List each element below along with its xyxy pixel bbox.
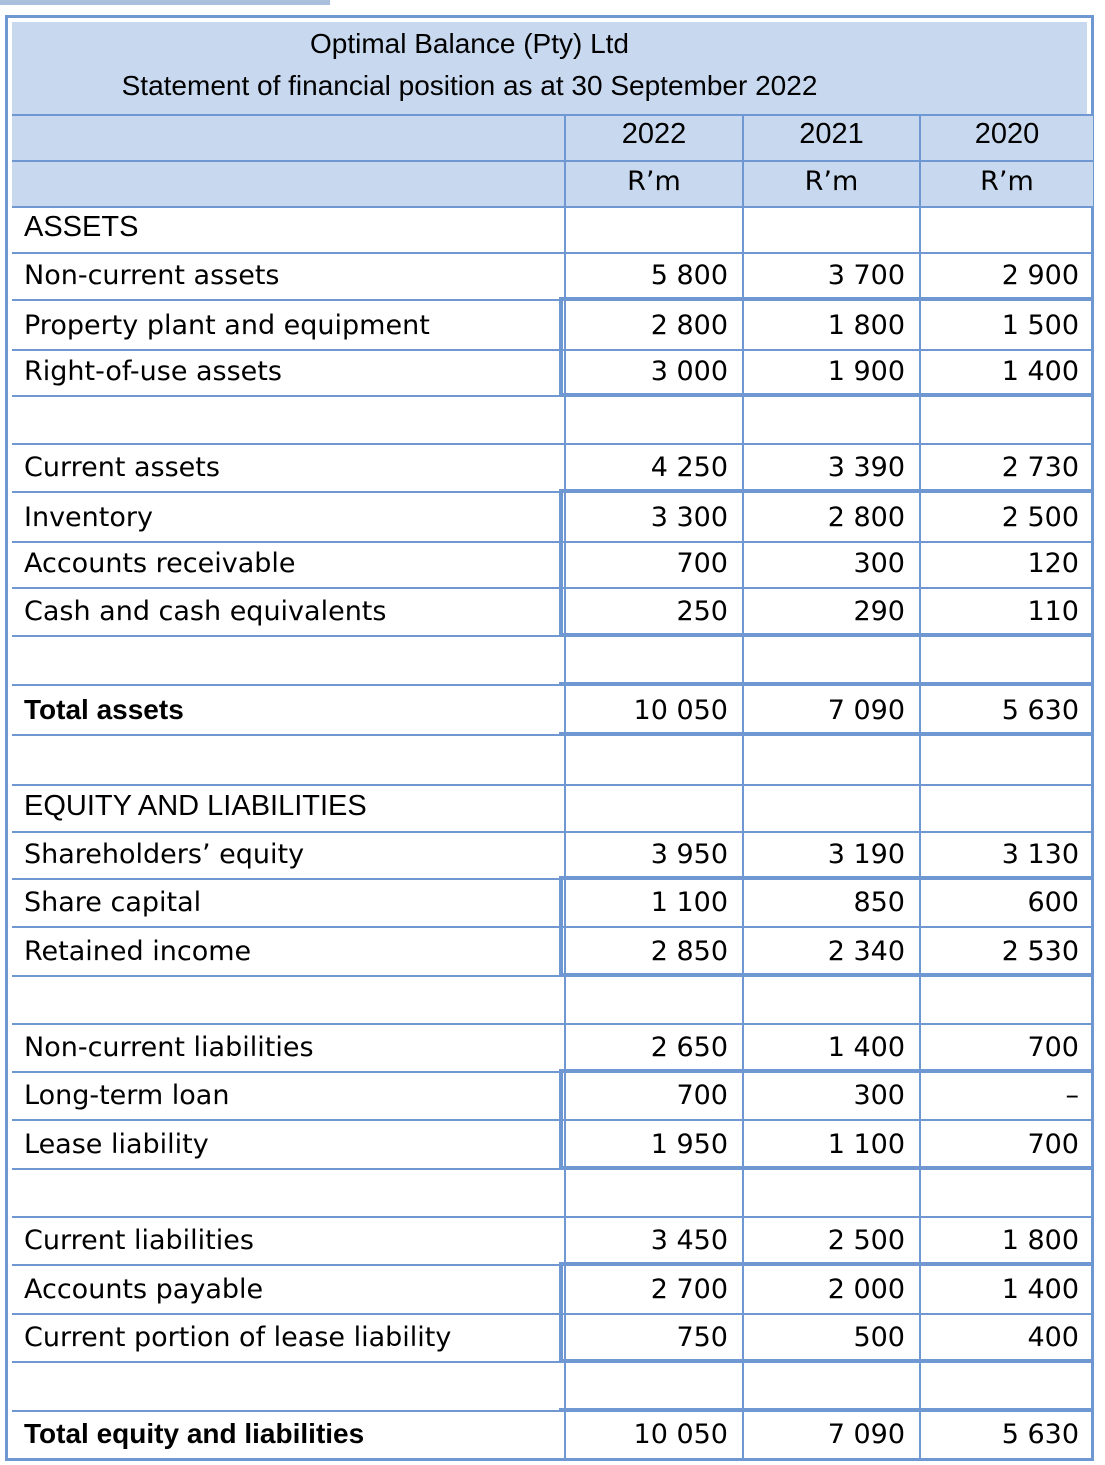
row-value: 1 950	[650, 1129, 728, 1160]
value-cell	[919, 1073, 1093, 1119]
row-label: Cash and cash equivalents	[24, 596, 387, 627]
table-row	[12, 541, 1093, 587]
year-cell	[742, 116, 919, 160]
row-label: Total equity and liabilities	[24, 1418, 365, 1449]
row-value: 250	[676, 596, 728, 627]
table-row	[12, 1313, 1093, 1361]
table-row	[12, 1361, 1093, 1410]
row-label: Non-current liabilities	[24, 1032, 314, 1063]
unit-label: R’m	[804, 166, 859, 197]
statement-title: Statement of financial position as at 30 September 2022	[121, 70, 818, 101]
table-row	[12, 491, 1093, 541]
row-label-cell	[12, 1025, 564, 1071]
row-label: Shareholders’ equity	[24, 839, 305, 870]
table-row	[12, 349, 1093, 395]
table-row	[12, 1168, 1093, 1216]
table-row	[12, 975, 1093, 1023]
value-cell	[919, 637, 1093, 684]
value-cell	[742, 1121, 919, 1168]
value-cell	[564, 786, 742, 831]
row-value: 400	[1027, 1322, 1079, 1353]
row-value: 2 800	[650, 310, 728, 341]
table-row	[12, 299, 1093, 349]
row-value: 2 500	[827, 1225, 905, 1256]
value-cell	[919, 208, 1093, 252]
value-cell	[742, 736, 919, 784]
value-cell	[919, 1363, 1093, 1410]
table-row	[12, 684, 1093, 734]
row-label-cell	[12, 880, 564, 926]
value-cell	[742, 543, 919, 587]
row-label: Long-term loan	[24, 1080, 230, 1111]
value-cell	[742, 686, 919, 734]
row-value: 7 090	[827, 695, 905, 726]
value-cell	[919, 686, 1093, 734]
row-label: EQUITY AND LIABILITIES	[24, 790, 367, 822]
row-label: Non-current assets	[24, 260, 280, 291]
row-value: 2 700	[650, 1274, 728, 1305]
value-cell	[742, 928, 919, 975]
row-value: 1 400	[827, 1032, 905, 1063]
value-cell	[919, 880, 1093, 926]
table-row	[12, 878, 1093, 926]
row-label: Current liabilities	[24, 1225, 254, 1256]
value-cell	[919, 301, 1093, 349]
value-cell	[564, 493, 742, 541]
row-value: 850	[853, 887, 905, 918]
value-cell	[742, 1315, 919, 1361]
value-cell	[919, 1266, 1093, 1313]
value-cell	[564, 351, 742, 395]
value-cell	[742, 1218, 919, 1264]
value-cell	[564, 1121, 742, 1168]
value-cell	[564, 254, 742, 299]
table-row	[12, 831, 1093, 878]
value-cell	[564, 1315, 742, 1361]
value-cell	[564, 445, 742, 491]
row-label-cell	[12, 543, 564, 587]
row-label-cell	[12, 786, 564, 831]
row-label: Right-of-use assets	[24, 356, 282, 387]
row-value: 2 900	[1001, 260, 1079, 291]
value-cell	[742, 977, 919, 1023]
value-cell	[919, 1170, 1093, 1216]
unit-cell	[564, 162, 742, 206]
row-label: Current assets	[24, 452, 220, 483]
row-value: 1 400	[1001, 1274, 1079, 1305]
row-label-cell	[12, 637, 564, 684]
year-cell	[919, 116, 1093, 160]
value-cell	[742, 589, 919, 635]
total-rule	[559, 732, 1093, 736]
value-cell	[742, 397, 919, 443]
row-label: Lease liability	[24, 1129, 209, 1160]
value-cell	[742, 880, 919, 926]
row-label-cell	[12, 445, 564, 491]
top-accent-bar	[0, 0, 330, 5]
company-name: Optimal Balance (Pty) Ltd	[309, 28, 630, 59]
row-value: 300	[853, 1080, 905, 1111]
row-value: 290	[853, 596, 905, 627]
row-label-cell	[12, 686, 564, 734]
statement-table	[5, 15, 1094, 1461]
value-cell	[742, 1266, 919, 1313]
value-cell	[564, 977, 742, 1023]
row-label-cell	[12, 301, 564, 349]
value-cell	[742, 1363, 919, 1410]
table-row	[12, 395, 1093, 443]
unit-label: R’m	[627, 166, 681, 197]
table-row	[12, 926, 1093, 975]
table-row	[12, 1071, 1093, 1119]
row-value: 1 800	[1001, 1225, 1079, 1256]
row-value: 3 950	[650, 839, 728, 870]
value-cell	[919, 977, 1093, 1023]
total-rule	[559, 682, 1093, 686]
row-label-cell	[12, 1412, 564, 1458]
row-value: 3 700	[827, 260, 905, 291]
value-cell	[742, 1170, 919, 1216]
row-value: 700	[676, 1080, 728, 1111]
row-label-cell	[12, 1266, 564, 1313]
value-cell	[564, 1266, 742, 1313]
year-label: 2022	[621, 118, 687, 150]
row-value: 2 340	[827, 936, 905, 967]
row-label-cell	[12, 833, 564, 878]
row-label: Inventory	[24, 502, 153, 533]
total-rule	[559, 1408, 1093, 1412]
row-value: 1 100	[827, 1129, 905, 1160]
table-row	[12, 252, 1093, 299]
row-value: 2 730	[1001, 452, 1079, 483]
value-cell	[919, 1218, 1093, 1264]
row-value: 1 400	[1001, 356, 1079, 387]
row-label-cell	[12, 1218, 564, 1264]
table-row	[12, 443, 1093, 491]
year-header-row	[12, 114, 1093, 160]
row-label: Share capital	[24, 887, 202, 918]
row-value: 600	[1027, 887, 1079, 918]
row-value: 700	[1027, 1032, 1079, 1063]
row-value: 5 800	[650, 260, 728, 291]
row-value: 3 300	[650, 502, 728, 533]
row-label-cell	[12, 493, 564, 541]
unit-cell	[919, 162, 1093, 206]
value-cell	[742, 301, 919, 349]
row-value: 3 390	[827, 452, 905, 483]
value-cell	[564, 543, 742, 587]
row-label-cell	[12, 351, 564, 395]
row-value: 3 000	[650, 356, 728, 387]
value-cell	[919, 351, 1093, 395]
value-cell	[564, 880, 742, 926]
row-value: 2 850	[650, 936, 728, 967]
value-cell	[564, 1412, 742, 1458]
row-value: 700	[1027, 1129, 1079, 1160]
value-cell	[742, 786, 919, 831]
value-cell	[919, 1025, 1093, 1071]
table-row	[12, 734, 1093, 784]
row-value: 2 800	[827, 502, 905, 533]
value-cell	[742, 1073, 919, 1119]
value-cell	[742, 1412, 919, 1458]
value-cell	[564, 833, 742, 878]
value-cell	[564, 637, 742, 684]
row-label-cell	[12, 1121, 564, 1168]
row-value: 3 190	[827, 839, 905, 870]
value-cell	[742, 1025, 919, 1071]
row-value: 1 500	[1001, 310, 1079, 341]
row-value: 3 450	[650, 1225, 728, 1256]
row-value: 120	[1027, 548, 1079, 579]
row-value: 300	[853, 548, 905, 579]
row-label-cell	[12, 397, 564, 443]
row-value: 2 530	[1001, 936, 1079, 967]
row-value: 700	[676, 548, 728, 579]
row-label-cell	[12, 254, 564, 299]
row-value: 10 050	[633, 695, 728, 726]
value-cell	[564, 686, 742, 734]
value-cell	[564, 208, 742, 252]
row-label: Accounts payable	[24, 1274, 264, 1305]
value-cell	[919, 928, 1093, 975]
value-cell	[564, 1170, 742, 1216]
value-cell	[742, 493, 919, 541]
row-value: 2 500	[1001, 502, 1079, 533]
year-label: 2020	[974, 118, 1040, 150]
value-cell	[564, 928, 742, 975]
row-label-cell	[12, 1170, 564, 1216]
row-label: ASSETS	[24, 211, 139, 243]
value-cell	[742, 833, 919, 878]
table-row	[12, 1264, 1093, 1313]
value-cell	[919, 543, 1093, 587]
value-cell	[919, 736, 1093, 784]
row-label-cell	[12, 1073, 564, 1119]
row-value: 5 630	[1001, 1419, 1079, 1450]
row-label-cell	[12, 1315, 564, 1361]
value-cell	[564, 589, 742, 635]
row-value: 3 130	[1001, 839, 1079, 870]
table-row	[12, 1216, 1093, 1264]
value-cell	[564, 1218, 742, 1264]
value-cell	[742, 637, 919, 684]
value-cell	[919, 1412, 1093, 1458]
value-cell	[564, 1073, 742, 1119]
value-cell	[564, 736, 742, 784]
row-value: 1 900	[827, 356, 905, 387]
header-empty-cell	[12, 162, 564, 206]
value-cell	[742, 445, 919, 491]
table-row	[12, 635, 1093, 684]
value-cell	[564, 301, 742, 349]
table-row	[12, 784, 1093, 831]
row-value: 1 100	[650, 887, 728, 918]
row-value: 5 630	[1001, 695, 1079, 726]
value-cell	[919, 1315, 1093, 1361]
value-cell	[919, 493, 1093, 541]
row-label: Total assets	[24, 694, 184, 725]
row-value: 7 090	[827, 1419, 905, 1450]
row-label-cell	[12, 1363, 564, 1410]
value-cell	[564, 1363, 742, 1410]
value-cell	[919, 786, 1093, 831]
row-label-cell	[12, 208, 564, 252]
value-cell	[919, 589, 1093, 635]
row-value: 2 000	[827, 1274, 905, 1305]
unit-label: R’m	[980, 166, 1034, 197]
value-cell	[919, 833, 1093, 878]
year-cell	[564, 116, 742, 160]
row-label-cell	[12, 589, 564, 635]
value-cell	[919, 1121, 1093, 1168]
value-cell	[919, 254, 1093, 299]
year-label: 2021	[799, 118, 864, 150]
value-cell	[919, 397, 1093, 443]
table-row	[12, 206, 1093, 252]
table-row	[12, 1119, 1093, 1168]
value-cell	[919, 445, 1093, 491]
row-value: –	[1065, 1080, 1079, 1111]
row-value: 4 250	[650, 452, 728, 483]
unit-header-row	[12, 160, 1093, 206]
value-cell	[564, 1025, 742, 1071]
value-cell	[742, 351, 919, 395]
row-label-cell	[12, 736, 564, 784]
row-label: Property plant and equipment	[24, 310, 430, 341]
table-row	[12, 1023, 1093, 1071]
value-cell	[742, 208, 919, 252]
table-row	[12, 1410, 1093, 1458]
row-label: Retained income	[24, 936, 252, 967]
table-row	[12, 587, 1093, 635]
row-label: Accounts receivable	[24, 548, 296, 579]
value-cell	[564, 397, 742, 443]
row-label-cell	[12, 977, 564, 1023]
row-value: 750	[676, 1322, 728, 1353]
unit-cell	[742, 162, 919, 206]
row-label-cell	[12, 928, 564, 975]
row-value: 10 050	[633, 1419, 728, 1450]
row-value: 110	[1027, 596, 1079, 627]
value-cell	[742, 254, 919, 299]
header-empty-cell	[12, 116, 564, 160]
row-label: Current portion of lease liability	[24, 1322, 452, 1353]
row-value: 500	[853, 1322, 905, 1353]
row-value: 2 650	[650, 1032, 728, 1063]
row-value: 1 800	[827, 310, 905, 341]
title-block	[12, 22, 1087, 116]
